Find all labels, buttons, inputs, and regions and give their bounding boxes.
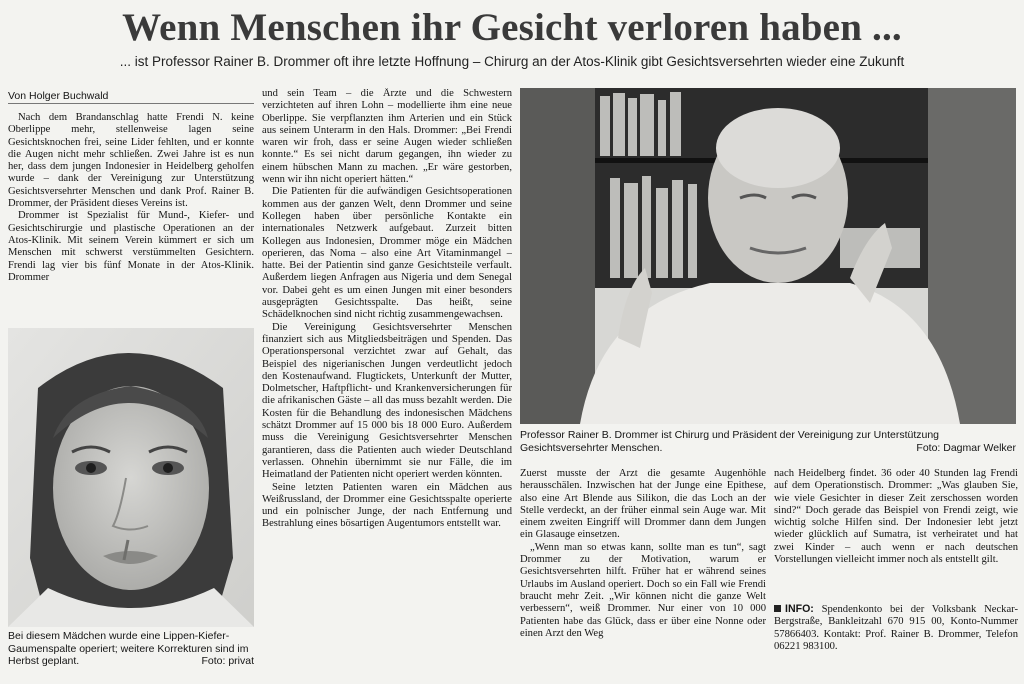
drommer-caption-text: Professor Rainer B. Drommer ist Chirurg und Präsident der Vereinigung zur Unterstützung Gesichtsversehrter Menschen. bbox=[520, 429, 940, 454]
byline: Von Holger Buchwald bbox=[8, 90, 109, 102]
info-box bbox=[774, 603, 1018, 653]
col4-paragraph-1: nach Heidelberg findet. 36 oder 40 Stunden lag Frendi auf dem Operationstisch. Drommer: „Was glauben Sie, wie viele Gesichter in dieser Zeit zerschossen worden sind?“ Doch gerade das Beispiel von Frendi zeigt, wie wichtig solche Hilfen sind. Der Indonesier lebt jetzt wieder glücklich auf Sumatra, ist verheiratet und hat zwei Kinder – auch wenn er nach deutschen Vorstellungen vielleicht immer noch als entstellt gilt. bbox=[774, 468, 1018, 566]
col2-paragraph-3: Die Vereinigung Gesichtsversehrter Menschen finanziert sich aus Mitgliedsbeiträgen und Spenden. Das Operationspersonal verzichtet zwar auf Gehalt, das Beispiel des nigerianischen Jungen verdeutlicht jedoch den Kostenaufwand. Flugtickets, Unterkunft der Mutter, Dolmetscher, Haftpflicht- und Krankenversicherungen für die afrikanischen Gäste – all das muss bezahlt werden. Die Kosten für die Behandlung des indonesischen Mädchens schätzt Drommer auf 15 000 bis 18 000 Euro. Außerdem muss die Vereinigung Gesichtsversehrter Menschen garantieren, dass die Patienten auch wieder Deutschland verlassen. Ohnehin übernimmt sie nur Fälle, die im Heimatland der Patienten nicht operiert werden könnten. bbox=[262, 321, 512, 481]
girl-photo bbox=[8, 328, 254, 627]
column-4 bbox=[774, 468, 1018, 598]
drommer-photo-credit: Foto: Dagmar Welker bbox=[916, 441, 1016, 454]
info-square-icon bbox=[774, 605, 781, 612]
column-1 bbox=[8, 112, 254, 324]
info-text: Spendenkonto bei der Volksbank Neckar-Bergstraße, Bankleitzahl 670 915 00, Konto-Nummer 57866403. Kontakt: Prof. Rainer B. Drommer, Telefon 06221 983100. bbox=[774, 604, 1018, 652]
col2-paragraph-2: Die Patienten für die aufwändigen Gesichtsoperationen kommen aus der ganzen Welt, denn Drommer und seine Kollegen haben über persönliche Kontakte ein internationales Netzwerk aufgebaut. Zurzeit bitten Kollegen aus Indonesien, Drommer möge ein Mädchen operieren, das Noma – also eine Art Vitaminmangel – hatte. Bei der Patientin sind ganze Gesichtsteile verfault. Außerdem liegen Anfragen aus Nigeria und dem Senegal vor. Dabei geht es um einen Jungen mit einer besonders ausgeprägten Gesichtsspalte. Das heißt, seine Schädelknochen sind nicht richtig zusammengewachsen. bbox=[262, 186, 512, 321]
col1-paragraph-2: Drommer ist Spezialist für Mund-, Kiefer- und Gesichtschirurgie und plastische Operationen an der Atos-Klinik. Mit seinem Verein kümmert er sich um Menschen mit schwerst verstümmelten Gesichtern. Frendi lag vier bis fünf Monate in der Atos-Klinik. Drommer bbox=[8, 210, 254, 283]
byline-rule bbox=[8, 103, 254, 104]
col1-paragraph-1: Nach dem Brandanschlag hatte Frendi N. keine Oberlippe mehr, stellenweise lagen seine Gesichtsknochen frei, seine Lider fehlten, und er konnte die Augen nicht mehr schließen. Zwei Jahre ist es nun her, dass dem jungen Indonesier in Heidelberg geholfen wurde – dank der Vereinigung zur Unterstützung Gesichtsversehrter Menschen und dank Prof. Rainer B. Drommer, der Präsident dieses Vereins ist. bbox=[8, 112, 254, 210]
article-headline: Wenn Menschen ihr Gesicht verloren haben ... bbox=[122, 6, 902, 49]
girl-photo-caption bbox=[8, 630, 254, 668]
article-subheadline: ... ist Professor Rainer B. Drommer oft ihre letzte Hoffnung – Chirurg an der Atos-Klinik gibt Gesichtsversehrten wieder eine Zukunft bbox=[119, 54, 905, 69]
girl-caption-text: Bei diesem Mädchen wurde eine Lippen-Kiefer-Gaumenspalte operiert; weitere Korrekturen sind im Herbst geplant. bbox=[8, 630, 249, 667]
drommer-photo-caption bbox=[520, 429, 1016, 454]
info-label: INFO: bbox=[785, 603, 814, 615]
girl-photo-credit: Foto: privat bbox=[201, 655, 254, 667]
column-3 bbox=[520, 468, 766, 680]
column-2 bbox=[262, 88, 512, 682]
col2-paragraph-4: Seine letzten Patienten waren ein Mädchen aus Weißrussland, der Drommer eine Gesichtsspalte operierte und ein polnischer Junge, der nach Entfernung und Bestrahlung eines bösartigen Augentumors entstellt war. bbox=[262, 481, 512, 530]
col3-paragraph-2: „Wenn man so etwas kann, sollte man es tun“, sagt Drommer zu der Motivation, warum er Gesichtsversehrten hilft. Früher hat er während seines Urlaubs im Ausland operiert. Doch so ein Fall wie Frendi braucht mehr Zeit. „Wir können nicht die ganze Welt verbessern“, weiß Drommer. Nur einer von 10 000 Patienten habe das Glück, dass er über eine Nonne oder einen Arzt den Weg bbox=[520, 541, 766, 639]
drommer-photo bbox=[520, 88, 1016, 424]
col2-paragraph-1: und sein Team – die Ärzte und die Schwestern verzichteten auf ihren Lohn – modellierte ihm eine neue Oberlippe. Sie verpflanzten ihm Arterien und ein Stück aus seinem Unterarm in den Hals. Drommer: „Bei Frendi waren wir froh, dass er seine Augen wieder schließen konnte.“ Es sei nicht darum gegangen, ihn wieder zu einem hübschen Mann zu machen. „Er wäre gestorben, wenn wir ihn nicht operiert hätten.“ bbox=[262, 88, 512, 186]
col3-paragraph-1: Zuerst musste der Arzt die gesamte Augenhöhle herausschälen. Inzwischen hat der Junge eine Epithese, also eine Art Blende aus Silikon, die das Loch an der Stelle verdeckt, an der früher einmal sein Auge war. Mit einem zweiten Eingriff will Drommer dann dem Jungen ein Glasauge einsetzen. bbox=[520, 468, 766, 541]
